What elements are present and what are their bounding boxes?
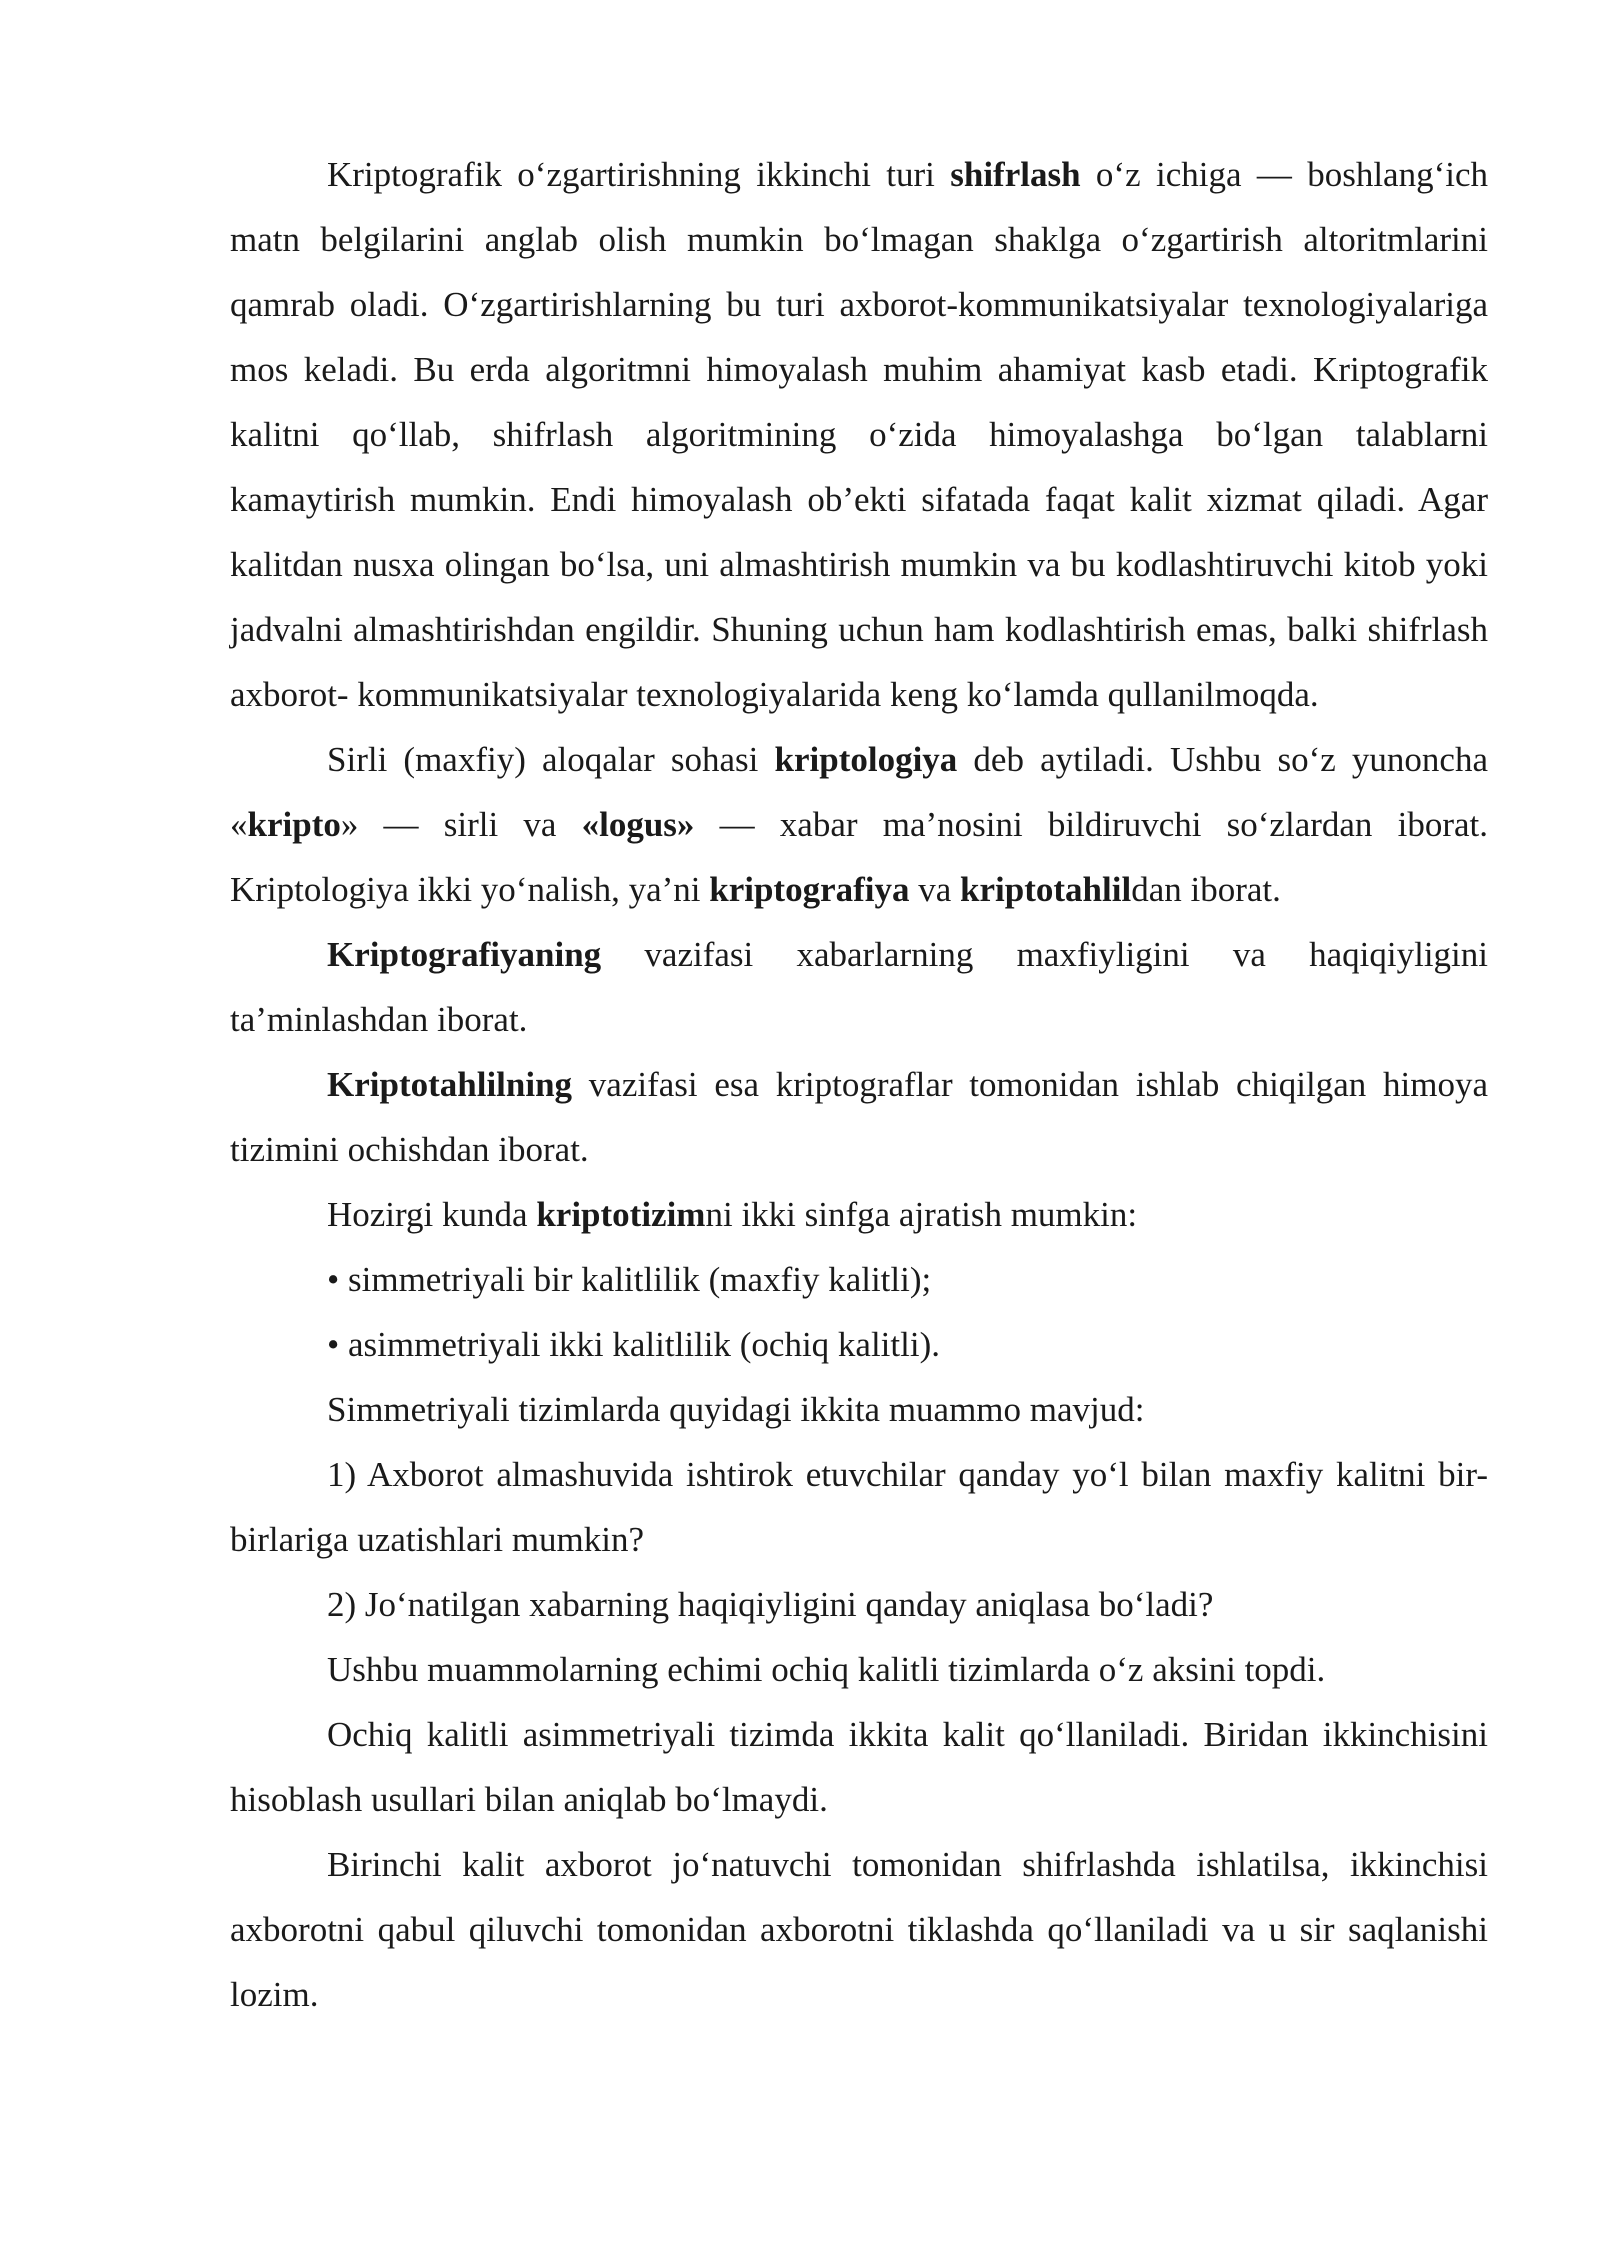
text-run: » — sirli va [340,805,582,844]
paragraph [230,1052,1488,1182]
paragraph [230,142,1488,727]
paragraph [230,1377,1488,1442]
text-run: 1) Axborot almashuvida ishtirok etuvchilar qanday yo‘l bilan maxfiy kalitni bir-birlariga uzatishlari mumkin? [230,1455,1488,1559]
paragraph [230,1832,1488,2027]
text-run: vazifasi xabarlarning maxfiyligini va haqiqiyligini ta’minlashdan iborat. [230,935,1488,1039]
text-run: Kriptografik o‘zgartirishning ikkinchi turi [327,155,951,194]
text-run: o‘z ichiga — boshlang‘ich matn belgilarini anglab olish mumkin bo‘lmagan shaklga o‘zgartirish altoritmlarini qamrab oladi. O‘zgartirishlarning bu turi axborot-kommunikatsiyalar texnologiyalariga mos keladi. Bu erda algoritmni himoyalash muhim ahamiyat kasb etadi. Kriptografik kalitni qo‘llab, shifrlash algoritmining o‘zida himoyalashga bo‘lgan talablarni kamaytirish mumkin. Endi himoyalash ob’ekti sifatada faqat kalit xizmat qiladi. Agar kalitdan nusxa olingan bo‘lsa, uni almashtirish mumkin va bu kodlashtiruvchi kitob yoki jadvalni almashtirishdan engildir. Shuning uchun ham kodlashtirish emas, balki shifrlash axborot- kommunikatsiyalar texnologiyalarida keng ko‘lamda qullanilmoqda. [230,155,1488,714]
document-page [230,142,1488,2027]
text-run: Ushbu muammolarning echimi ochiq kalitli tizimlarda o‘z aksini topdi. [327,1650,1326,1689]
text-run: Ochiq kalitli asimmetriyali tizimda ikkita kalit qo‘llaniladi. Biridan ikkinchisini hisoblash usullari bilan aniqlab bo‘lmaydi. [230,1715,1488,1819]
text-run: Sirli (maxfiy) aloqalar sohasi [327,740,775,779]
paragraph [230,1442,1488,1572]
bold-term: «logus» [581,805,695,844]
text-run: — xabar ma’nosini bildiruvchi so‘zlardan iborat. Kriptologiya ikki yo‘nalish, ya’ni [230,805,1488,909]
paragraph [230,1637,1488,1702]
bold-term: kripto [247,805,341,844]
bold-term: kriptotizim [536,1195,706,1234]
paragraph [230,1702,1488,1832]
text-run: dan iborat. [1131,870,1281,909]
paragraph [230,1572,1488,1637]
text-run: Simmetriyali tizimlarda quyidagi ikkita muammo mavjud: [327,1390,1145,1429]
bold-term: kriptografiya [709,870,910,909]
paragraph [230,1182,1488,1247]
bold-term: kriptologiya [774,740,958,779]
bold-term: shifrlash [950,155,1081,194]
paragraph [230,922,1488,1052]
text-run: Hozirgi kunda [327,1195,537,1234]
list-item [230,1312,1488,1377]
text-run: 2) Jo‘natilgan xabarning haqiqiyligini qanday aniqlasa bo‘ladi? [327,1585,1214,1624]
text-run: • asimmetriyali ikki kalitlilik (ochiq kalitli). [327,1325,940,1364]
paragraph [230,727,1488,922]
text-run: deb aytiladi. Ushbu so‘z yunoncha « [230,740,1489,844]
list-item [230,1247,1488,1312]
bold-term: kriptotahlil [960,870,1132,909]
text-run: va [909,870,961,909]
bold-term: Kriptotahlilning [327,1065,573,1104]
text-run: • simmetriyali bir kalitlilik (maxfiy kalitli); [327,1260,932,1299]
text-run: vazifasi esa kriptograflar tomonidan ishlab chiqilgan himoya tizimini ochishdan iborat. [230,1065,1488,1169]
text-run: ni ikki sinfga ajratish mumkin: [705,1195,1138,1234]
text-run: Birinchi kalit axborot jo‘natuvchi tomonidan shifrlashda ishlatilsa, ikkinchisi axborotni qabul qiluvchi tomonidan axborotni tiklashda qo‘llaniladi va u sir saqlanishi lozim. [230,1845,1488,2014]
bold-term: Kriptografiyaning [327,935,602,974]
